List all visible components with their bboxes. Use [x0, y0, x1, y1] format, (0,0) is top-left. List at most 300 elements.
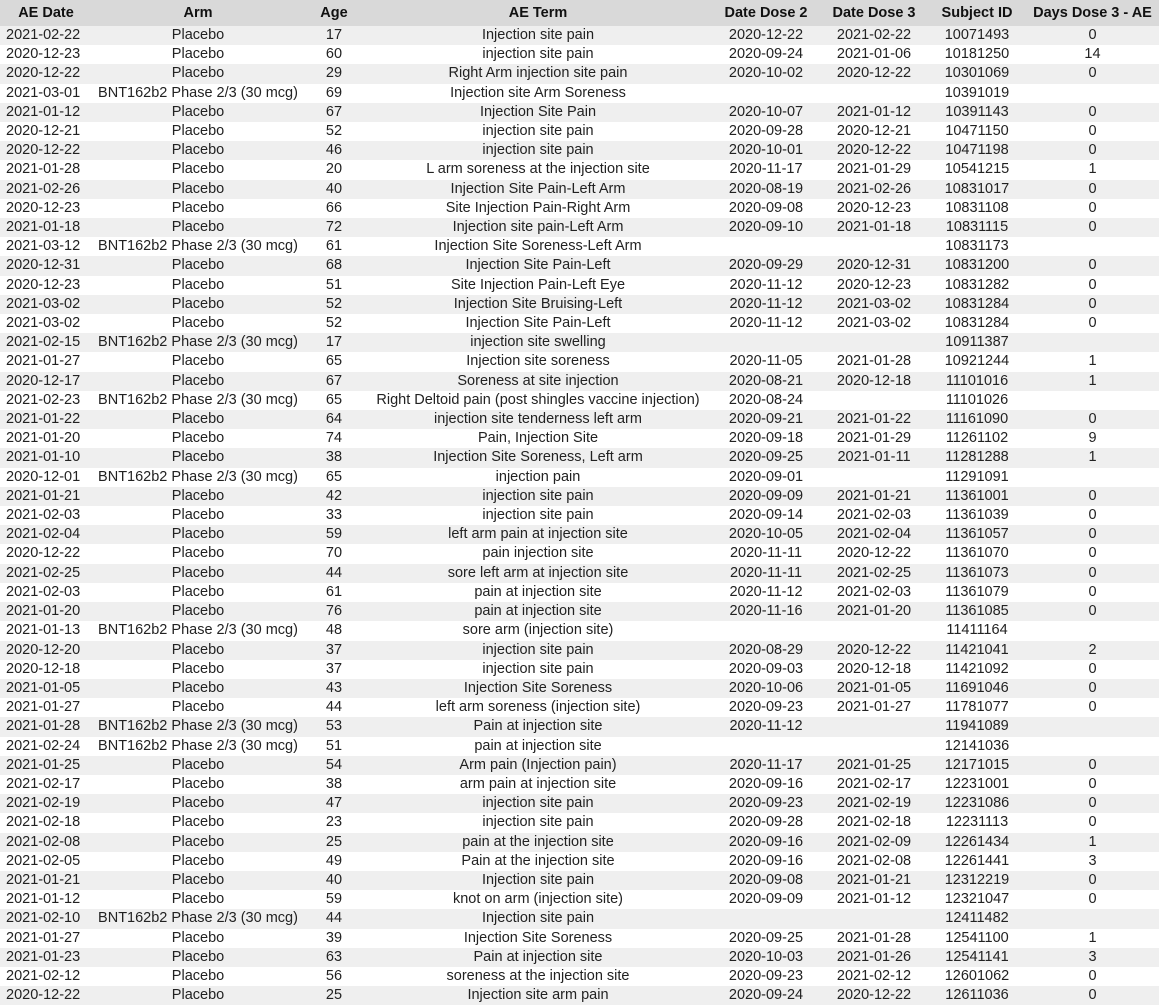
- cell-date-dose-3: [820, 468, 928, 487]
- cell-date-dose-3: [820, 909, 928, 928]
- cell-date-dose-2: [712, 333, 820, 352]
- table-row[interactable]: [0, 641, 1159, 660]
- cell-ae-date: 2020-12-18: [6, 660, 81, 677]
- col-header-date-dose-2[interactable]: Date Dose 2: [712, 0, 820, 26]
- cell-age: 51: [325, 737, 343, 754]
- table-row[interactable]: [0, 756, 1159, 775]
- cell-ae-date: 2021-01-05: [6, 679, 81, 696]
- table-row[interactable]: [0, 583, 1159, 602]
- cell-date-dose-3: 2021-01-29: [836, 430, 912, 447]
- cell-ae-term: Injection site arm pain: [467, 987, 609, 1004]
- cell-ae-term: Pain at the injection site: [461, 852, 615, 869]
- cell-arm: Placebo: [171, 814, 225, 831]
- cell-ae-term: pain at injection site: [474, 603, 602, 620]
- cell-days-dose3-ae: 1: [1088, 161, 1097, 178]
- cell-date-dose-2: 2020-11-12: [729, 315, 803, 332]
- cell-arm: BNT162b2 Phase 2/3 (30 mcg): [98, 238, 298, 255]
- cell-arm: Placebo: [171, 449, 225, 466]
- cell-age: 49: [325, 852, 343, 869]
- cell-date-dose-2: 2020-09-09: [728, 891, 804, 908]
- cell-age: 68: [325, 257, 343, 274]
- cell-age: 29: [325, 65, 343, 82]
- cell-date-dose-3: 2021-01-06: [836, 46, 912, 63]
- cell-subject-id: 11421092: [945, 660, 1009, 677]
- cell-days-dose3-ae: 1: [1088, 353, 1097, 370]
- cell-date-dose-2: 2020-09-21: [728, 411, 804, 428]
- cell-date-dose-3: 2021-02-25: [836, 564, 912, 581]
- cell-days-dose3-ae: 1: [1088, 372, 1097, 389]
- cell-days-dose3-ae: 0: [1088, 257, 1097, 274]
- cell-arm: Placebo: [171, 507, 225, 524]
- table-row[interactable]: [0, 180, 1159, 199]
- cell-ae-date: 2020-12-23: [6, 46, 81, 63]
- cell-ae-term: Injection Site Pain-Left: [465, 315, 611, 332]
- cell-subject-id: 10831108: [945, 199, 1009, 216]
- cell-date-dose-3: [820, 84, 928, 103]
- cell-ae-date: 2021-02-03: [6, 507, 81, 524]
- cell-age: 63: [325, 948, 343, 965]
- cell-ae-term: knot on arm (injection site): [452, 891, 624, 908]
- table-row[interactable]: [0, 276, 1159, 295]
- table-row[interactable]: [0, 564, 1159, 583]
- cell-date-dose-2: 2020-09-08: [728, 871, 804, 888]
- cell-ae-date: 2020-12-20: [6, 641, 81, 658]
- cell-ae-term: Injection Site Soreness: [463, 929, 613, 946]
- cell-date-dose-3: 2020-12-21: [836, 123, 912, 140]
- cell-arm: BNT162b2 Phase 2/3 (30 mcg): [98, 622, 298, 639]
- cell-days-dose3-ae: 0: [1088, 891, 1097, 908]
- table-body: [0, 26, 1159, 1005]
- table-row[interactable]: [0, 602, 1159, 621]
- cell-days-dose3-ae: 3: [1088, 852, 1097, 869]
- cell-ae-term: L arm soreness at the injection site: [426, 161, 650, 178]
- cell-days-dose3-ae: 0: [1088, 276, 1097, 293]
- cell-age: 53: [325, 718, 343, 735]
- cell-arm: Placebo: [171, 46, 225, 63]
- cell-age: 59: [325, 891, 343, 908]
- cell-arm: Placebo: [171, 372, 225, 389]
- cell-subject-id: 10471198: [945, 142, 1009, 159]
- table-row[interactable]: [0, 544, 1159, 563]
- cell-date-dose-2: 2020-09-16: [728, 833, 804, 850]
- table-row[interactable]: [0, 986, 1159, 1005]
- cell-arm: Placebo: [171, 583, 225, 600]
- table-row[interactable]: [0, 487, 1159, 506]
- cell-arm: Placebo: [171, 276, 225, 293]
- cell-date-dose-3: 2021-01-05: [836, 679, 912, 696]
- cell-age: 51: [325, 276, 343, 293]
- table-row[interactable]: [0, 737, 1159, 756]
- cell-ae-term: Injection Site Soreness, Left arm: [433, 449, 643, 466]
- cell-date-dose-3: 2021-03-02: [836, 295, 912, 312]
- cell-date-dose-3: 2021-01-22: [836, 411, 912, 428]
- cell-arm: Placebo: [171, 219, 225, 236]
- cell-subject-id: 12171015: [944, 756, 1010, 773]
- cell-ae-date: 2020-12-22: [6, 545, 81, 562]
- table-row[interactable]: [0, 45, 1159, 64]
- cell-subject-id: 11101026: [945, 391, 1009, 408]
- cell-subject-id: 11411164: [946, 622, 1008, 639]
- cell-ae-date: 2021-01-22: [6, 411, 81, 428]
- table-row[interactable]: [0, 391, 1159, 410]
- cell-age: 56: [325, 967, 343, 984]
- cell-subject-id: 10831200: [944, 257, 1010, 274]
- cell-arm: Placebo: [171, 123, 225, 140]
- cell-days-dose3-ae: 14: [1084, 46, 1101, 63]
- table-row[interactable]: [0, 717, 1159, 736]
- cell-ae-date: 2021-01-28: [6, 161, 81, 178]
- cell-days-dose3-ae: 0: [1088, 564, 1097, 581]
- cell-days-dose3-ae: 0: [1088, 219, 1097, 236]
- cell-subject-id: 10391143: [945, 103, 1009, 120]
- cell-ae-term: injection site pain: [482, 795, 594, 812]
- cell-arm: Placebo: [171, 103, 225, 120]
- cell-days-dose3-ae: 3: [1088, 948, 1097, 965]
- cell-subject-id: 12231113: [945, 814, 1009, 831]
- cell-arm: Placebo: [171, 353, 225, 370]
- table-row[interactable]: [0, 679, 1159, 698]
- cell-ae-date: 2021-01-23: [6, 948, 81, 965]
- table-row[interactable]: [0, 948, 1159, 967]
- cell-days-dose3-ae: [1026, 84, 1159, 103]
- cell-ae-term: left arm pain at injection site: [448, 526, 628, 543]
- cell-subject-id: 11261102: [945, 430, 1009, 447]
- cell-ae-date: 2021-01-12: [6, 891, 81, 908]
- cell-arm: BNT162b2 Phase 2/3 (30 mcg): [98, 84, 298, 101]
- table-row[interactable]: [0, 160, 1159, 179]
- cell-date-dose-2: 2020-11-12: [729, 276, 803, 293]
- cell-age: 48: [325, 622, 343, 639]
- cell-ae-term: injection site pain: [482, 507, 594, 524]
- cell-age: 20: [325, 161, 343, 178]
- cell-date-dose-2: 2020-09-28: [728, 814, 804, 831]
- cell-date-dose-2: 2020-11-12: [729, 295, 803, 312]
- cell-subject-id: 10911387: [945, 334, 1009, 351]
- table-row[interactable]: [0, 660, 1159, 679]
- cell-arm: Placebo: [171, 411, 225, 428]
- cell-date-dose-2: 2020-09-25: [728, 929, 804, 946]
- cell-date-dose-3: 2021-01-26: [836, 948, 912, 965]
- cell-days-dose3-ae: 0: [1088, 526, 1097, 543]
- cell-date-dose-2: 2020-09-25: [728, 449, 804, 466]
- table-row[interactable]: [0, 775, 1159, 794]
- cell-days-dose3-ae: 0: [1088, 487, 1097, 504]
- cell-date-dose-2: [712, 237, 820, 256]
- cell-ae-date: 2021-02-18: [6, 814, 81, 831]
- cell-ae-date: 2020-12-22: [6, 142, 81, 159]
- table-row[interactable]: [0, 352, 1159, 371]
- cell-days-dose3-ae: 0: [1088, 795, 1097, 812]
- cell-ae-date: 2021-02-10: [6, 910, 81, 927]
- cell-ae-date: 2020-12-01: [6, 468, 81, 485]
- cell-date-dose-3: 2020-12-22: [836, 142, 912, 159]
- cell-age: 44: [325, 699, 343, 716]
- table-row[interactable]: [0, 813, 1159, 832]
- cell-ae-date: 2021-01-20: [6, 603, 81, 620]
- cell-ae-term: injection site tenderness left arm: [434, 411, 642, 428]
- cell-date-dose-2: 2020-09-23: [728, 967, 804, 984]
- cell-arm: Placebo: [171, 699, 225, 716]
- col-header-age[interactable]: Age: [304, 0, 364, 26]
- table-row[interactable]: [0, 64, 1159, 83]
- cell-arm: Placebo: [171, 199, 225, 216]
- cell-arm: Placebo: [171, 871, 225, 888]
- cell-days-dose3-ae: 0: [1088, 295, 1097, 312]
- cell-arm: Placebo: [171, 833, 225, 850]
- cell-arm: Placebo: [171, 545, 225, 562]
- cell-age: 39: [325, 929, 343, 946]
- table-row[interactable]: [0, 295, 1159, 314]
- cell-date-dose-3: 2021-01-11: [837, 449, 911, 466]
- cell-date-dose-3: 2021-01-20: [836, 603, 912, 620]
- cell-ae-date: 2021-02-22: [6, 27, 81, 43]
- cell-ae-date: 2021-02-12: [6, 967, 81, 984]
- table-row[interactable]: [0, 84, 1159, 103]
- cell-date-dose-3: [820, 333, 928, 352]
- cell-date-dose-2: [712, 737, 820, 756]
- cell-date-dose-3: 2020-12-23: [836, 276, 912, 293]
- cell-date-dose-2: 2020-09-23: [728, 699, 804, 716]
- table-row[interactable]: [0, 314, 1159, 333]
- cell-arm: Placebo: [171, 27, 225, 43]
- cell-ae-term: injection site pain: [482, 660, 594, 677]
- cell-ae-date: 2020-12-17: [6, 372, 81, 389]
- table-row[interactable]: [0, 852, 1159, 871]
- cell-days-dose3-ae: [1026, 621, 1159, 640]
- cell-arm: Placebo: [171, 526, 225, 543]
- cell-subject-id: 10831115: [945, 219, 1009, 236]
- cell-date-dose-3: 2021-02-03: [836, 507, 912, 524]
- cell-ae-term: left arm soreness (injection site): [435, 699, 641, 716]
- cell-ae-date: 2021-02-26: [6, 180, 81, 197]
- table-row[interactable]: [0, 871, 1159, 890]
- cell-arm: Placebo: [171, 257, 225, 274]
- cell-subject-id: 11361073: [945, 564, 1009, 581]
- cell-days-dose3-ae: 0: [1088, 103, 1097, 120]
- cell-subject-id: 11421041: [945, 641, 1009, 658]
- cell-arm: BNT162b2 Phase 2/3 (30 mcg): [98, 737, 298, 754]
- cell-date-dose-3: 2021-01-29: [836, 161, 912, 178]
- table-row[interactable]: [0, 468, 1159, 487]
- cell-date-dose-3: 2021-01-27: [836, 699, 912, 716]
- header-row: [0, 0, 1159, 26]
- cell-days-dose3-ae: 0: [1088, 142, 1097, 159]
- cell-age: 74: [325, 430, 343, 447]
- cell-ae-term: Injection site Arm Soreness: [450, 84, 626, 101]
- cell-age: 37: [325, 641, 343, 658]
- cell-date-dose-3: [820, 717, 928, 736]
- cell-days-dose3-ae: 1: [1088, 833, 1097, 850]
- cell-date-dose-3: 2021-01-12: [836, 891, 912, 908]
- cell-ae-date: 2021-01-10: [6, 449, 81, 466]
- cell-ae-date: 2021-01-21: [6, 871, 81, 888]
- cell-age: 65: [325, 391, 343, 408]
- cell-subject-id: 12411482: [945, 910, 1009, 927]
- cell-arm: Placebo: [171, 315, 225, 332]
- cell-date-dose-3: [820, 391, 928, 410]
- cell-days-dose3-ae: [1026, 237, 1159, 256]
- table-row[interactable]: [0, 525, 1159, 544]
- table-row[interactable]: [0, 506, 1159, 525]
- cell-arm: Placebo: [171, 161, 225, 178]
- cell-age: 37: [325, 660, 343, 677]
- col-header-subject-id[interactable]: Subject ID: [928, 0, 1026, 26]
- cell-age: 76: [325, 603, 343, 620]
- table-row[interactable]: [0, 833, 1159, 852]
- col-header-days-dose3-ae[interactable]: Days Dose 3 - AE: [1026, 0, 1159, 26]
- cell-date-dose-3: 2021-01-28: [836, 353, 912, 370]
- cell-arm: Placebo: [171, 603, 225, 620]
- cell-subject-id: 10391019: [944, 84, 1010, 101]
- table-row[interactable]: [0, 141, 1159, 160]
- table-row[interactable]: [0, 698, 1159, 717]
- cell-days-dose3-ae: 0: [1088, 603, 1097, 620]
- cell-age: 44: [325, 564, 343, 581]
- col-header-arm[interactable]: Arm: [92, 0, 304, 26]
- table-row[interactable]: [0, 794, 1159, 813]
- cell-ae-term: pain at injection site: [474, 737, 602, 754]
- table-row[interactable]: [0, 410, 1159, 429]
- table-row[interactable]: [0, 621, 1159, 640]
- cell-age: 43: [325, 679, 343, 696]
- table-row[interactable]: [0, 26, 1159, 45]
- cell-ae-term: injection pain: [495, 468, 581, 485]
- cell-age: 25: [325, 833, 343, 850]
- cell-date-dose-2: 2020-10-01: [728, 142, 804, 159]
- cell-date-dose-3: 2020-12-22: [836, 987, 912, 1004]
- cell-subject-id: 11361070: [945, 545, 1009, 562]
- cell-age: 66: [325, 199, 343, 216]
- cell-date-dose-2: 2020-12-22: [728, 27, 804, 43]
- cell-ae-date: 2020-12-21: [6, 123, 81, 140]
- cell-age: 25: [325, 987, 343, 1004]
- table-row[interactable]: [0, 890, 1159, 909]
- cell-days-dose3-ae: 9: [1088, 430, 1097, 447]
- table-row[interactable]: [0, 256, 1159, 275]
- cell-days-dose3-ae: [1026, 909, 1159, 928]
- cell-date-dose-2: [712, 909, 820, 928]
- cell-age: 65: [325, 353, 343, 370]
- cell-ae-date: 2021-01-25: [6, 756, 81, 773]
- cell-subject-id: 10301069: [944, 65, 1010, 82]
- cell-arm: Placebo: [171, 756, 225, 773]
- cell-subject-id: 10831173: [945, 238, 1009, 255]
- cell-days-dose3-ae: 0: [1088, 180, 1097, 197]
- cell-days-dose3-ae: [1026, 391, 1159, 410]
- cell-days-dose3-ae: 0: [1088, 699, 1097, 716]
- cell-days-dose3-ae: 0: [1088, 315, 1097, 332]
- cell-ae-term: Injection Site Bruising-Left: [453, 295, 623, 312]
- cell-date-dose-2: 2020-09-01: [728, 468, 804, 485]
- cell-date-dose-2: 2020-11-12: [729, 583, 803, 600]
- cell-date-dose-2: 2020-09-16: [728, 775, 804, 792]
- cell-ae-term: Injection site soreness: [466, 353, 610, 370]
- table-row[interactable]: [0, 372, 1159, 391]
- cell-ae-date: 2021-01-18: [6, 219, 81, 236]
- cell-days-dose3-ae: 0: [1088, 775, 1097, 792]
- table-row[interactable]: [0, 333, 1159, 352]
- cell-days-dose3-ae: 0: [1088, 199, 1097, 216]
- cell-ae-term: Injection site pain: [481, 871, 595, 888]
- table-row[interactable]: [0, 967, 1159, 986]
- cell-ae-date: 2020-12-22: [6, 65, 81, 82]
- cell-ae-date: 2021-02-03: [6, 583, 81, 600]
- col-header-ae-date[interactable]: AE Date: [0, 0, 92, 26]
- cell-arm: Placebo: [171, 987, 225, 1004]
- cell-ae-date: 2021-01-21: [6, 487, 81, 504]
- cell-ae-term: soreness at the injection site: [446, 967, 630, 984]
- cell-ae-term: Right Deltoid pain (post shingles vaccine injection): [376, 391, 700, 408]
- table-row[interactable]: [0, 448, 1159, 467]
- cell-age: 65: [325, 468, 343, 485]
- cell-ae-term: sore left arm at injection site: [447, 564, 629, 581]
- cell-subject-id: 10071493: [944, 27, 1010, 43]
- cell-ae-term: Injection Site Soreness: [463, 679, 613, 696]
- cell-date-dose-2: 2020-09-10: [728, 219, 804, 236]
- cell-ae-date: 2021-02-25: [6, 564, 81, 581]
- cell-ae-date: 2020-12-23: [6, 199, 81, 216]
- cell-date-dose-3: 2021-02-12: [836, 967, 912, 984]
- cell-arm: Placebo: [171, 929, 225, 946]
- cell-date-dose-2: 2020-09-24: [728, 46, 804, 63]
- cell-subject-id: 12261441: [944, 852, 1010, 869]
- table-row[interactable]: [0, 237, 1159, 256]
- cell-arm: BNT162b2 Phase 2/3 (30 mcg): [98, 468, 298, 485]
- table-row[interactable]: [0, 199, 1159, 218]
- cell-age: 67: [325, 103, 343, 120]
- cell-subject-id: 10831282: [944, 276, 1010, 293]
- cell-age: 23: [325, 814, 343, 831]
- cell-days-dose3-ae: 0: [1088, 65, 1097, 82]
- table-row[interactable]: [0, 909, 1159, 928]
- cell-date-dose-3: [820, 737, 928, 756]
- cell-days-dose3-ae: 0: [1088, 967, 1097, 984]
- table-row[interactable]: [0, 122, 1159, 141]
- cell-date-dose-3: 2021-02-18: [836, 814, 912, 831]
- cell-ae-date: 2020-12-22: [6, 987, 81, 1004]
- table-row[interactable]: [0, 429, 1159, 448]
- cell-subject-id: 10831284: [944, 315, 1010, 332]
- col-header-ae-term[interactable]: AE Term: [364, 0, 712, 26]
- table-row[interactable]: [0, 218, 1159, 237]
- cell-arm: BNT162b2 Phase 2/3 (30 mcg): [98, 334, 298, 351]
- cell-age: 60: [325, 46, 343, 63]
- cell-subject-id: 10181250: [944, 46, 1010, 63]
- table-row[interactable]: [0, 929, 1159, 948]
- cell-date-dose-2: 2020-11-11: [729, 564, 803, 581]
- cell-date-dose-2: 2020-11-17: [729, 756, 803, 773]
- col-header-date-dose-3[interactable]: Date Dose 3: [820, 0, 928, 26]
- cell-subject-id: 11691046: [945, 679, 1009, 696]
- cell-age: 47: [325, 795, 343, 812]
- cell-date-dose-3: 2021-02-19: [836, 795, 912, 812]
- cell-date-dose-2: 2020-08-24: [728, 391, 804, 408]
- cell-ae-date: 2020-12-31: [6, 257, 81, 274]
- cell-ae-term: injection site pain: [482, 487, 594, 504]
- cell-age: 17: [325, 334, 343, 351]
- cell-date-dose-2: 2020-10-07: [728, 103, 804, 120]
- cell-arm: Placebo: [171, 142, 225, 159]
- cell-date-dose-3: [820, 621, 928, 640]
- cell-age: 69: [325, 84, 343, 101]
- cell-date-dose-2: 2020-10-02: [728, 65, 804, 82]
- cell-date-dose-3: 2021-02-08: [836, 852, 912, 869]
- cell-age: 61: [325, 238, 343, 255]
- table-row[interactable]: [0, 103, 1159, 122]
- cell-date-dose-3: 2021-02-22: [836, 27, 912, 43]
- cell-ae-term: injection site pain: [482, 814, 594, 831]
- cell-days-dose3-ae: 0: [1088, 814, 1097, 831]
